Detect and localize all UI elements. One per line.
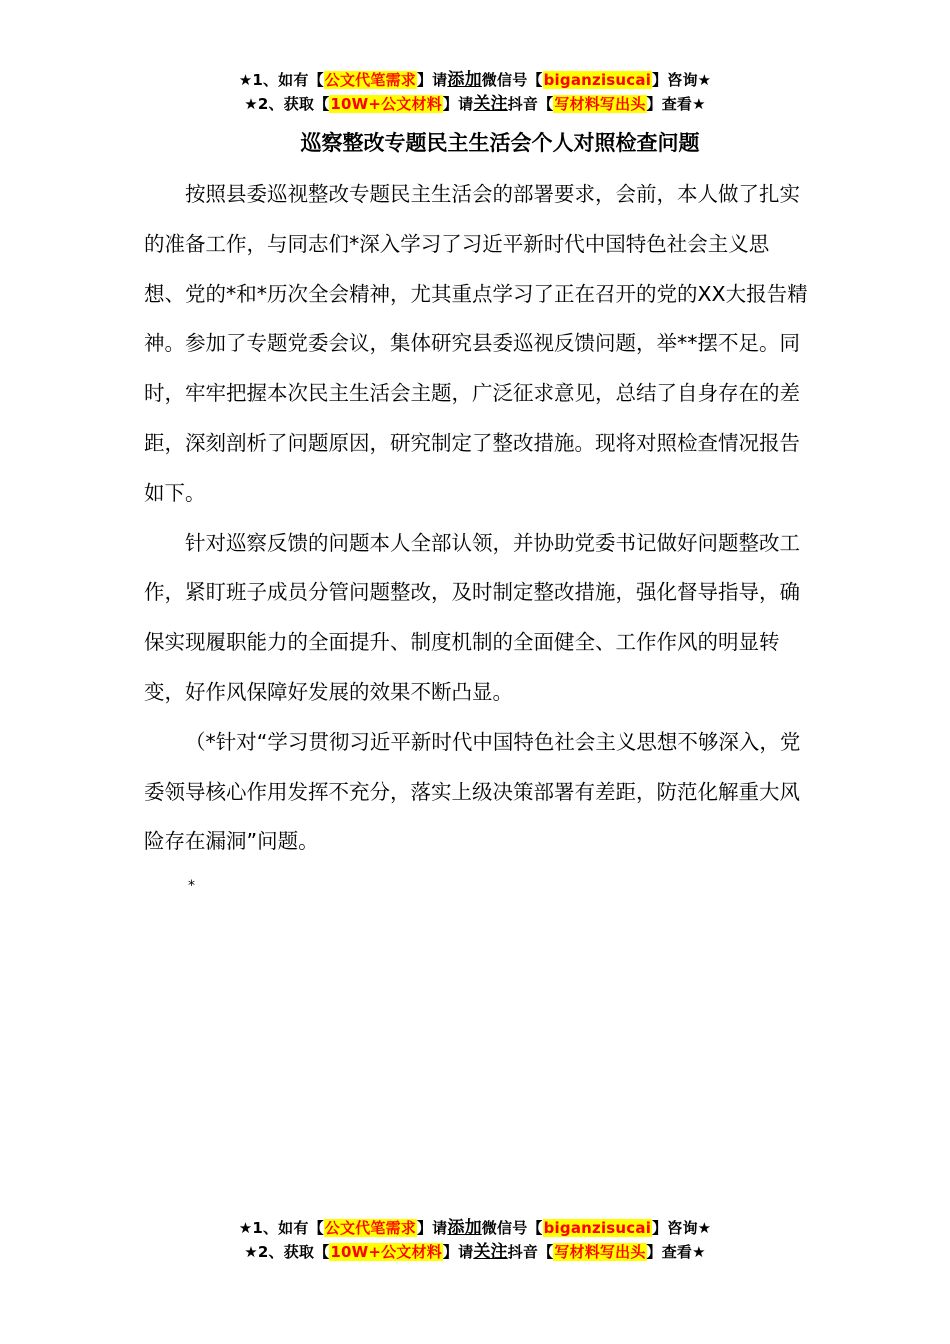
- banner-text: ★1、如有【: [238, 1219, 324, 1237]
- trailing-mark: *: [188, 878, 195, 894]
- document-body: [144, 170, 808, 867]
- banner-text: 】请: [416, 71, 448, 89]
- banner-text: 抖音【: [507, 1243, 554, 1261]
- banner-text: 】咨询★: [652, 71, 712, 89]
- banner-text: 】查看★: [646, 95, 706, 113]
- banner-line-1: [0, 1216, 950, 1240]
- document-title: 巡察整改专题民主生活会个人对照检查问题: [300, 131, 700, 155]
- highlight-wechat-id: biganzisucai: [543, 1219, 652, 1237]
- footer-banner: [0, 1216, 950, 1264]
- paragraph: 针对巡察反馈的问题本人全部认领，并协助党委书记做好问题整改工作，紧盯班子成员分管问题整改，及时制定整改措施，强化督导指导，确保实现履职能力的全面提升、制度机制的全面健全、工作作风的明显转变，好作风保障好发展的效果不断凸显。: [144, 530, 800, 704]
- highlight-service: 公文代笔需求: [324, 1219, 416, 1237]
- banner-text: 】咨询★: [652, 1219, 712, 1237]
- banner-text: 微信号【: [481, 71, 543, 89]
- emphasis-follow: 关注: [473, 1242, 508, 1262]
- banner-text: ★1、如有【: [238, 71, 324, 89]
- highlight-wechat-id: biganzisucai: [543, 71, 652, 89]
- highlight-service: 公文代笔需求: [324, 71, 416, 89]
- highlight-douyin-id: 写材料写出头: [554, 95, 646, 113]
- header-banner: [0, 68, 950, 116]
- banner-text: 】请: [416, 1219, 448, 1237]
- paragraph: 按照县委巡视整改专题民主生活会的部署要求，会前，本人做了扎实的准备工作，与同志们*深入学习了习近平新时代中国特色社会主义思想、党的*和*历次全会精神，尤其重点学习了正在召开的党的XX大报告精神。参加了专题党委会议，集体研究县委巡视反馈问题，举**摆不足。同时，牢牢把握本次民主生活会主题，广泛征求意见，总结了自身存在的差距，深刻剖析了问题原因，研究制定了整改措施。现将对照检查情况报告如下。: [144, 182, 808, 505]
- banner-text: 】请: [442, 95, 474, 113]
- highlight-materials: 10W+公文材料: [330, 1243, 442, 1261]
- banner-text: 抖音【: [507, 95, 554, 113]
- banner-text: ★2、获取【: [244, 95, 330, 113]
- banner-text: ★2、获取【: [244, 1243, 330, 1261]
- paragraph: （*针对“学习贯彻习近平新时代中国特色社会主义思想不够深入，党委领导核心作用发挥不充分，落实上级决策部署有差距，防范化解重大风险存在漏洞”问题。: [144, 729, 801, 854]
- banner-line-2: [0, 1240, 950, 1264]
- emphasis-follow: 关注: [473, 94, 508, 114]
- banner-text: 微信号【: [481, 1219, 543, 1237]
- banner-text: 】查看★: [646, 1243, 706, 1261]
- banner-line-2: [0, 92, 950, 116]
- emphasis-add: 添加: [447, 70, 482, 90]
- banner-line-1: [0, 68, 950, 92]
- highlight-materials: 10W+公文材料: [330, 95, 442, 113]
- emphasis-add: 添加: [447, 1218, 482, 1238]
- highlight-douyin-id: 写材料写出头: [554, 1243, 646, 1261]
- banner-text: 】请: [442, 1243, 474, 1261]
